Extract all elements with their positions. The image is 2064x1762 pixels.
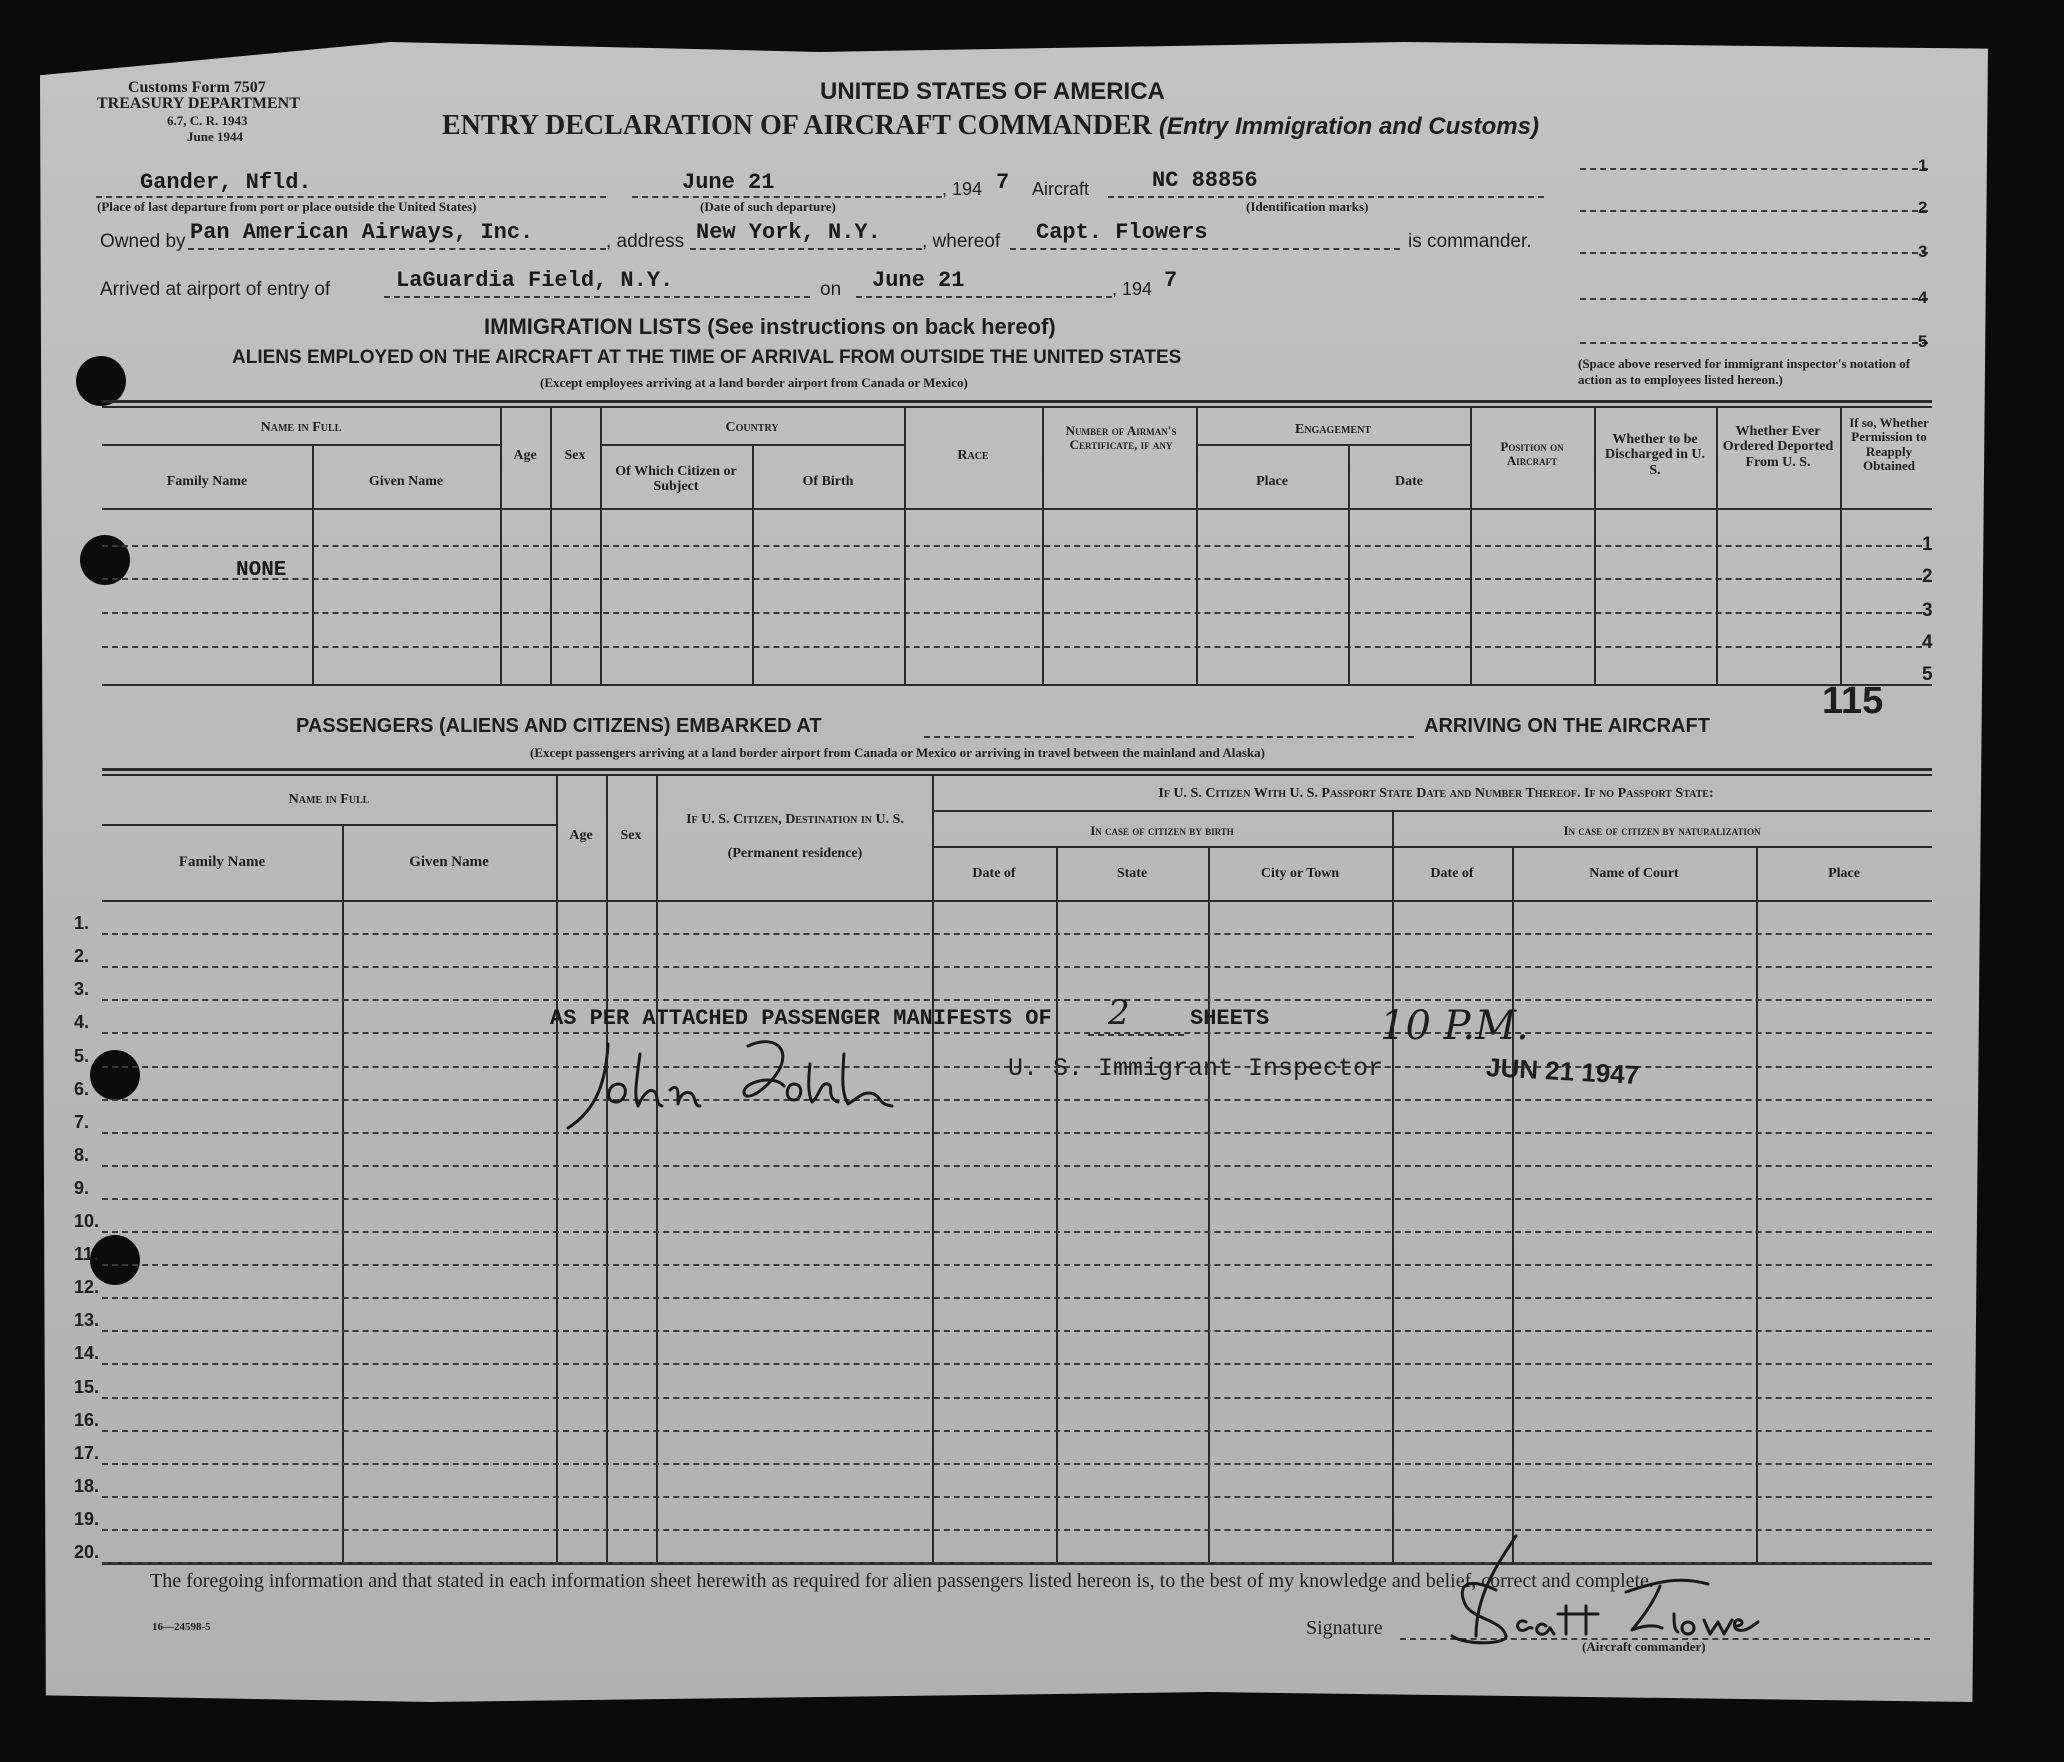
passenger-row-number: 18. (74, 1475, 100, 1496)
inspector-signature (548, 1024, 948, 1134)
passenger-row-line (102, 966, 1932, 968)
passenger-row-number: 19. (74, 1508, 100, 1529)
reserved-note: (Space above reserved for immigrant inspector's notation of action as to employees listed hereon.) (1578, 356, 1911, 388)
pass-col-destination-note: (Permanent residence) (727, 846, 863, 861)
passenger-row-number: 14. (74, 1343, 100, 1364)
pass-col-sex: Sex (620, 828, 642, 843)
passenger-row-number: 1. (74, 913, 90, 934)
crew-row-number: 3 (1922, 600, 1933, 621)
passenger-row-line (102, 1330, 1932, 1332)
crew-col-date: Date (1395, 474, 1423, 489)
title-main: ENTRY DECLARATION OF AIRCRAFT COMMANDER (442, 110, 1152, 141)
immigration-subheading: ALIENS EMPLOYED ON THE AIRCRAFT AT THE TIME OF ARRIVAL FROM OUTSIDE THE UNITED STATES (232, 347, 1182, 368)
arrival-year-digit: 7 (1164, 268, 1178, 293)
signature-caption: (Aircraft commander) (1582, 1639, 1706, 1654)
pass-col-date-nat: Date of (1430, 866, 1474, 881)
footer-statement: The foregoing information and that stated in each information sheet herewith as required for alien passengers listed hereon is, to the best of my knowledge and belief, correct and complete. (150, 1570, 1654, 1592)
punch-hole (76, 356, 126, 406)
passenger-row-line (102, 1496, 1932, 1498)
passenger-row-number: 4. (74, 1012, 90, 1033)
crew-col-citizen: Of Which Citizen or Subject (615, 464, 737, 495)
crew-col-country: Country (725, 420, 779, 435)
punch-hole (90, 1050, 140, 1100)
pass-col-court: Name of Court (1589, 866, 1679, 881)
arrival-date-value: June 21 (872, 268, 965, 293)
commander-signature (1436, 1526, 1816, 1654)
passenger-row-line (102, 1032, 1932, 1034)
reserved-line-number: 2 (1918, 198, 1928, 217)
passenger-row-line (102, 1363, 1932, 1365)
aircraft-value: NC 88856 (1152, 168, 1258, 193)
page-title (442, 112, 1539, 140)
crew-row-number: 5 (1922, 664, 1933, 685)
pass-col-state: State (1116, 866, 1148, 881)
whereof-label: , whereof (922, 231, 1001, 252)
address-label: , address (606, 231, 685, 252)
passenger-row-line (102, 1397, 1932, 1399)
passenger-row-line (102, 1132, 1932, 1134)
departure-date-caption: (Date of such departure) (700, 199, 836, 214)
crew-col-name: Name in Full (260, 420, 342, 435)
reserved-line-number: 3 (1918, 242, 1928, 261)
crew-col-birth: Of Birth (802, 474, 854, 489)
passenger-row-number: 7. (74, 1111, 90, 1132)
aircraft-caption: (Identification marks) (1246, 199, 1369, 214)
arrival-time: 10 P.M. (1380, 1003, 1529, 1049)
immigration-heading: IMMIGRATION LISTS (See instructions on back hereof) (484, 314, 1056, 339)
signature-label: Signature (1306, 1617, 1383, 1639)
passenger-row-number: 16. (74, 1409, 100, 1430)
departure-date-value: June 21 (682, 170, 775, 195)
sheets-count: 2 (1108, 993, 1130, 1033)
passenger-row-number: 17. (74, 1442, 100, 1463)
passenger-row-number: 3. (74, 979, 90, 1000)
pass-col-date-birth: Date of (972, 866, 1016, 881)
passengers-heading-right: ARRIVING ON THE AIRCRAFT (1424, 715, 1710, 737)
arrival-year-prefix: , 194 (1112, 279, 1153, 299)
address-value: New York, N.Y. (696, 220, 881, 245)
pass-col-name: Name in Full (288, 792, 370, 807)
crew-row-number: 1 (1922, 534, 1933, 555)
crew-col-age: Age (513, 448, 537, 463)
crew-col-engagement: Engagement (1294, 422, 1371, 437)
crew-col-sex: Sex (564, 448, 586, 463)
pass-col-place: Place (1828, 866, 1860, 881)
passenger-row-number: 12. (74, 1277, 100, 1298)
passenger-row-line (102, 1231, 1932, 1233)
country-heading: UNITED STATES OF AMERICA (820, 78, 1165, 105)
crew-col-family: Family Name (166, 474, 248, 489)
pass-col-age: Age (569, 828, 593, 843)
form-date: June 1944 (187, 129, 243, 144)
pass-col-by-naturalization: In case of citizen by naturalization (1563, 823, 1761, 838)
pass-col-by-birth: In case of citizen by birth (1090, 823, 1234, 838)
sheets-label: SHEETS (1190, 1006, 1270, 1031)
stamp-number: 115 (1822, 680, 1884, 722)
form-number: Customs Form 7507 (128, 79, 266, 96)
commander-value: Capt. Flowers (1036, 220, 1208, 245)
passenger-row-number: 6. (74, 1078, 90, 1099)
crew-col-race: Race (957, 448, 989, 463)
crew-col-airman-cert: Number of Airman's Certificate, if any (1065, 423, 1177, 453)
reserved-line-number: 5 (1918, 332, 1928, 351)
passengers-heading-left: PASSENGERS (ALIENS AND CITIZENS) EMBARKED AT (296, 715, 822, 737)
crew-col-position: Position on Aircraft (1500, 439, 1564, 469)
print-code: 16—24598-5 (152, 1621, 211, 1633)
passenger-row-number: 13. (74, 1310, 100, 1331)
is-commander-label: is commander. (1408, 231, 1532, 252)
passenger-row-line (102, 1099, 1932, 1101)
crew-col-permission: If so, Whether Permission to Reapply Obtained (1849, 415, 1929, 473)
passenger-row-number: 15. (74, 1376, 100, 1397)
aircraft-label: Aircraft (1032, 179, 1090, 199)
passenger-row-number: 8. (74, 1144, 90, 1165)
departure-place-caption: (Place of last departure from port or place outside the United States) (97, 199, 477, 214)
owned-by-value: Pan American Airways, Inc. (190, 220, 534, 245)
passenger-row-number: 9. (74, 1177, 90, 1198)
passenger-row-line (102, 933, 1932, 935)
pass-col-destination: If U. S. Citizen, Destination in U. S. (686, 812, 904, 827)
arrival-airport-value: LaGuardia Field, N.Y. (396, 268, 674, 293)
crew-col-discharged: Whether to be Discharged in U. S. (1605, 432, 1705, 478)
passenger-row-number: 10. (74, 1211, 100, 1231)
passenger-row-number: 11. (74, 1244, 99, 1265)
arrival-on-label: on (820, 279, 842, 300)
pass-col-passport: If U. S. Citizen With U. S. Passport State Date and Number Thereof. If no Passport State: (1158, 786, 1714, 801)
immigration-note: (Except employees arriving at a land border airport from Canada or Mexico) (540, 375, 968, 390)
passenger-row-line (102, 999, 1932, 1001)
passenger-row-number: 20. (74, 1542, 100, 1562)
departure-year-prefix: , 194 (942, 179, 983, 199)
reserved-line-number: 4 (1918, 288, 1928, 307)
form-cr: 6.7, C. R. 1943 (167, 113, 248, 128)
pass-col-given: Given Name (409, 854, 489, 870)
title-paren: (Entry Immigration and Customs) (1158, 113, 1539, 140)
arrived-label: Arrived at airport of entry of (100, 279, 331, 300)
crew-row-number: 2 (1922, 566, 1933, 587)
crew-col-place: Place (1256, 474, 1288, 489)
owned-by-label: Owned by (100, 231, 186, 252)
passenger-row-line (102, 1264, 1932, 1266)
passenger-row-number: 2. (74, 946, 90, 967)
crew-col-deported: Whether Ever Ordered Deported From U. S. (1722, 424, 1834, 470)
passenger-row-line (102, 1198, 1932, 1200)
crew-entry-none: NONE (236, 559, 287, 582)
date-stamp: JUN 21 1947 (1485, 1052, 1640, 1090)
crew-row-number: 4 (1922, 632, 1933, 653)
passenger-row-line (102, 1463, 1932, 1465)
pass-col-city: City or Town (1260, 866, 1340, 881)
passenger-row-line (102, 1165, 1932, 1167)
passengers-note: (Except passengers arriving at a land border airport from Canada or Mexico or arriving in travel between the mainland and Alaska) (530, 745, 1265, 760)
inspector-title: U. S. Immigrant Inspector (1008, 1054, 1384, 1083)
passenger-row-line (102, 1297, 1932, 1299)
passenger-row-line (102, 1430, 1932, 1432)
crew-col-given: Given Name (368, 474, 444, 489)
passenger-row-number: 5. (74, 1045, 90, 1066)
as-per-attached: AS PER ATTACHED PASSENGER MANIFESTS OF (550, 1006, 1052, 1031)
departure-year-digit: 7 (996, 170, 1010, 195)
departure-place-value: Gander, Nfld. (140, 170, 312, 195)
pass-col-family: Family Name (178, 854, 266, 870)
reserved-line-number: 1 (1918, 156, 1928, 175)
form-department: TREASURY DEPARTMENT (97, 95, 300, 112)
